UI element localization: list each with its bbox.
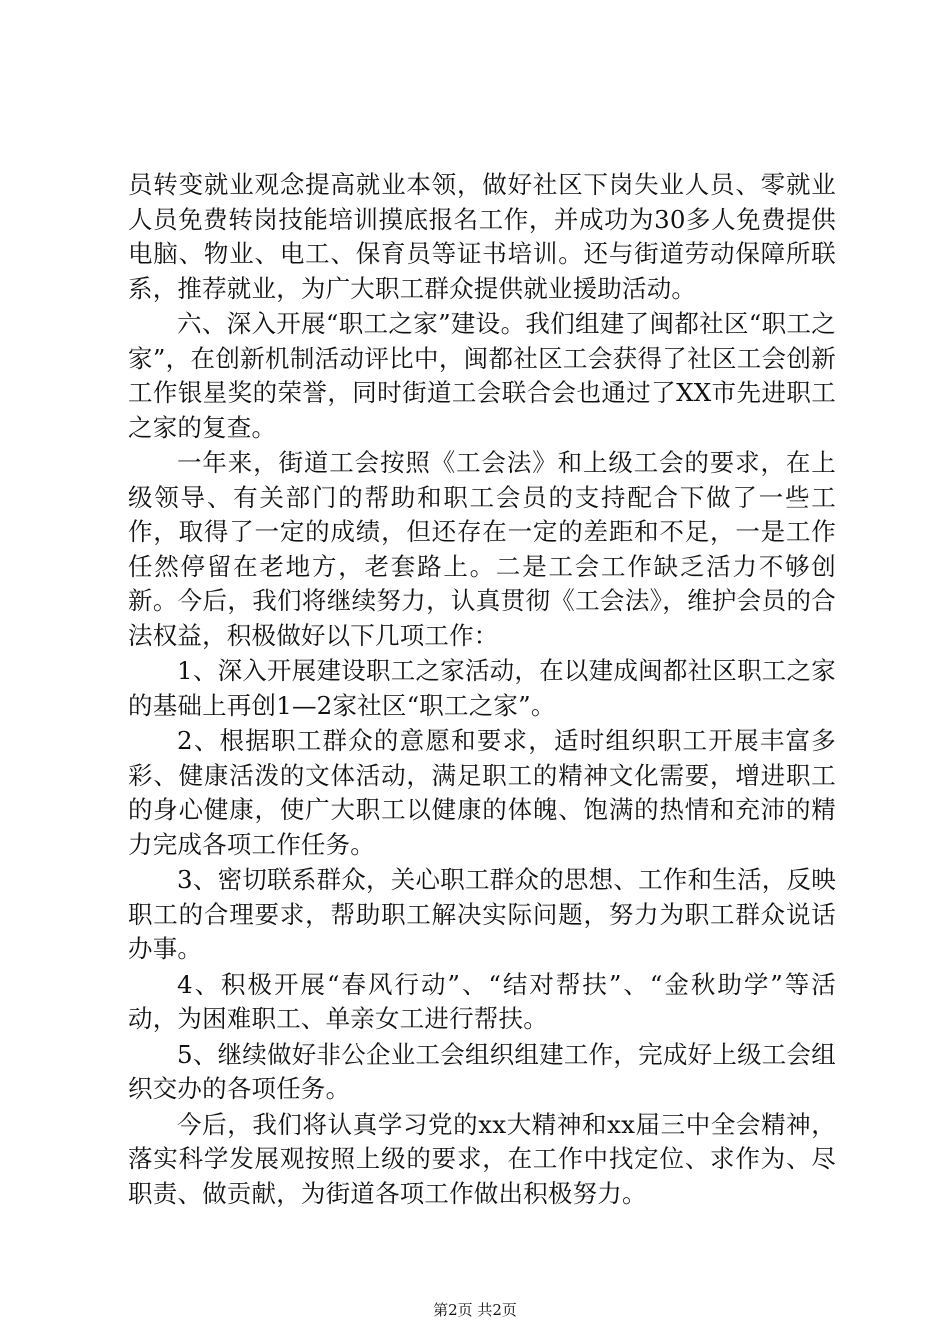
paragraph-year-review: 一年来，街道工会按照《工会法》和上级工会的要求，在上级领导、有关部门的帮助和职工会员的支持配合下做了一些工作，取得了一定的成绩，但还存在一定的差距和不足，一是工作任然停留在老地方，老套路上。二是工会工作缺乏活力不够创新。今后，我们将继续努力，认真贯彻《工会法》，维护会员的合法权益，积极做好以下几项工作： [128,448,836,650]
paragraph-workers-home-building: 六、深入开展“职工之家”建设。我们组建了闽都社区“职工之家”，在创新机制活动评比中，闽都社区工会获得了社区工会创新工作银星奖的荣誉，同时街道工会联合会也通过了XX市先进职工之家的复查。 [128,309,836,442]
paragraph-conclusion: 今后，我们将认真学习党的xx大精神和xx届三中全会精神，落实科学发展观按照上级的要求，在工作中找定位、求作为、尽职责、做贡献，为街道各项工作做出积极努力。 [128,1109,836,1208]
paragraph-task-4: 4、积极开展“春风行动”、“结对帮扶”、“金秋助学”等活动，为困难职工、单亲女工进行帮扶。 [128,969,836,1033]
page-number-footer: 第2页 共2页 [433,1301,517,1319]
paragraph-employment-aid: 员转变就业观念提高就业本领，做好社区下岗失业人员、零就业人员免费转岗技能培训摸底报名工作，并成功为30多人免费提供电脑、物业、电工、保育员等证书培训。还与街道劳动保障所联系，推荐就业，为广大职工群众提供就业援助活动。 [128,170,836,303]
paragraph-task-3: 3、密切联系群众，关心职工群众的思想、工作和生活，反映职工的合理要求，帮助职工解决实际问题，努力为职工群众说话办事。 [128,865,836,963]
paragraph-task-5: 5、继续做好非公企业工会组织组建工作，完成好上级工会组织交办的各项任务。 [128,1039,836,1103]
paragraph-task-1: 1、深入开展建设职工之家活动，在以建成闽都社区职工之家的基础上再创1—2家社区“职工之家”。 [128,656,836,720]
paragraph-task-2: 2、根据职工群众的意愿和要求，适时组织职工开展丰富多彩、健康活泼的文体活动，满足职工的精神文化需要，增进职工的身心健康，使广大职工以健康的体魄、饱满的热情和充沛的精力完成各项工作任务。 [128,726,836,859]
document-body [128,168,836,1212]
